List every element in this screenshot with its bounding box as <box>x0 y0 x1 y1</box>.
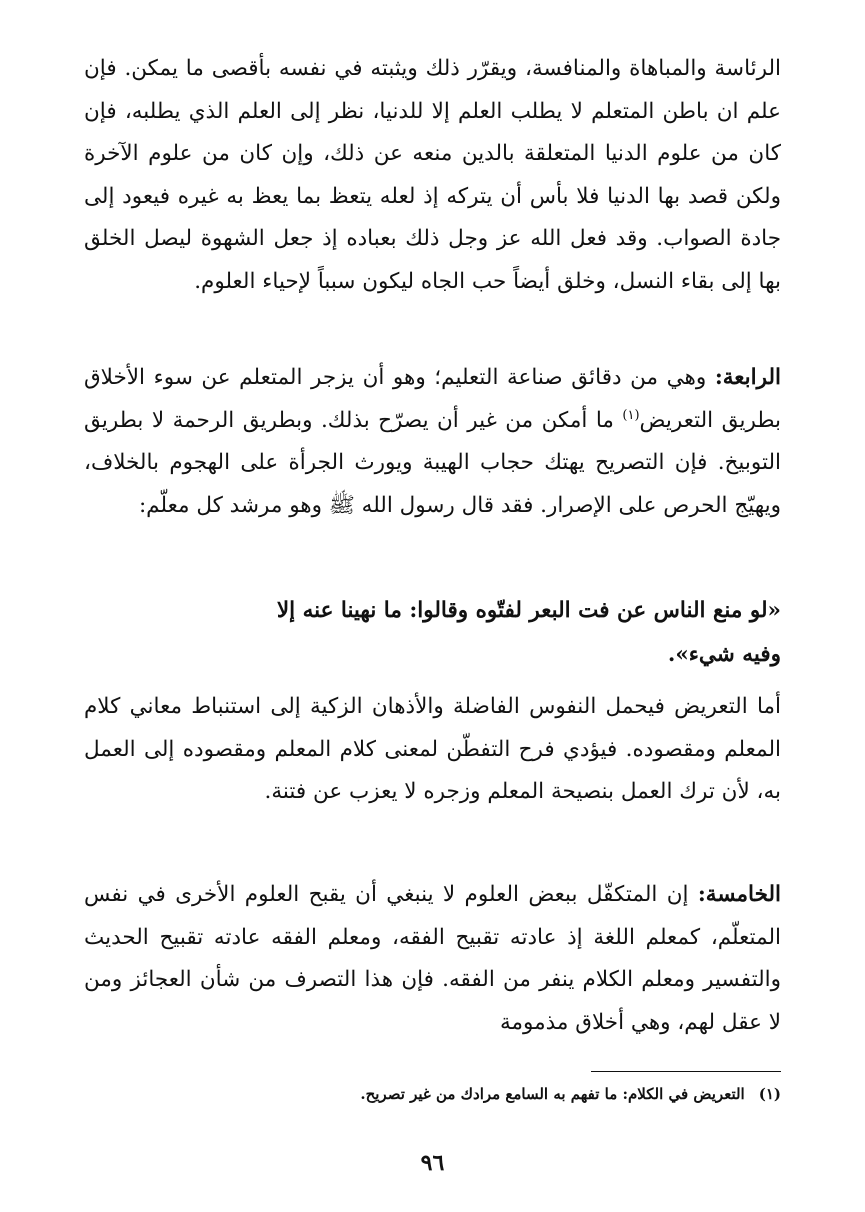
hadith-quote <box>111 589 781 677</box>
paragraph-text-part: ما أمكن من غير أن يصرّح بذلك. وبطريق الرحمة لا بطريق التوبيخ. فإن التصريح يهتك حجاب الهيبة ويورث الجرأة على الهجوم بالخلاف، ويهيّج الحرص على الإصرار. فقد قال رسول الله ﷺ وهو مرشد كل معلّم: <box>84 407 781 518</box>
footnote-divider <box>591 1071 781 1072</box>
paragraph-insinuation: أما التعريض فيحمل النفوس الفاضلة والأذهان الزكية إلى استنباط معاني كلام المعلم ومقصوده. فيؤدي فرح التفطّن لمعنى كلام المعلم ومقصوده إلى العمل به، لأن ترك العمل بنصيحة المعلم وزجره لا يعزب عن فتنة. <box>84 694 781 804</box>
hadith-quote-text: «لو منع الناس عن فت البعر لفتّوه وقالوا: ما نهينا عنه إلا وفيه شيء». <box>276 598 781 667</box>
footnote-number: (١) <box>758 1085 781 1103</box>
footnote-text: التعريض في الكلام: ما تفهم به السامع مرادك من غير تصريح. <box>360 1085 745 1103</box>
paragraph-fourth-duty <box>84 357 781 527</box>
page-number: ٩٦ <box>420 1150 445 1176</box>
paragraph-text-part: وهي من دقائق صناعة التعليم؛ وهو أن يزجر المتعلم عن سوء الأخلاق بطريق التعريض <box>84 365 781 433</box>
footnote-reference: (١) <box>622 407 640 423</box>
paragraph-fifth-duty <box>84 874 781 1044</box>
paragraph-continuation: الرئاسة والمباهاة والمنافسة، ويقرّر ذلك ويثبته في نفسه بأقصى ما يمكن. فإن علم ان باطن المتعلم لا يطلب العلم إلا للدنيا، نظر إلى العلم الذي يطلبه، فإن كان من علوم الدنيا المتعلقة بالدين منعه عن ذلك، وإن كان من علوم الآخرة ولكن قصد بها الدنيا فلا بأس أن يتركه إذ لعله يتعظ بما يعظ به غيره فيعود إلى جادة الصواب. وقد فعل الله عز وجل ذلك بعباده إذ جعل الشهوة ليصل الخلق بها إلى بقاء النسل، وخلق أيضاً حب الجاه ليكون سبباً لإحياء العلوم. <box>84 56 781 294</box>
paragraph-lead-fifth: الخامسة: <box>697 882 781 907</box>
footnote <box>84 1081 781 1107</box>
paragraph-text-part: إن المتكفّل ببعض العلوم لا ينبغي أن يقبح العلوم الأخرى في نفس المتعلّم، كمعلم اللغة إذ عادته تقبيح الفقه، ومعلم الفقه عادته تقبيح الحديث والتفسير ومعلم الكلام ينفر من الفقه. فإن هذا التصرف من شأن العجائز ومن لا عقل لهم، وهي أخلاق مذمومة <box>84 882 781 1035</box>
paragraph-lead-fourth: الرابعة: <box>714 365 781 390</box>
